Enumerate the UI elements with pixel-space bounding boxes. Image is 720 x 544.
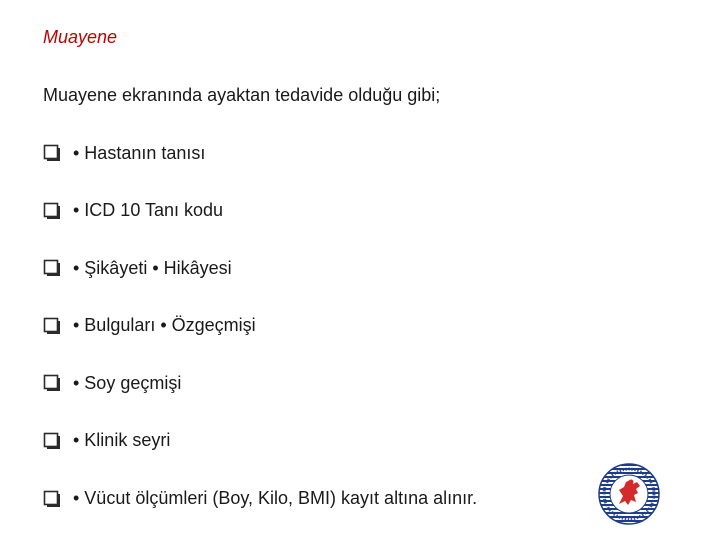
list-item bbox=[43, 141, 477, 165]
list-item bbox=[43, 199, 477, 223]
bullet-text: • Soy geçmişi bbox=[73, 372, 182, 393]
list-item bbox=[43, 256, 477, 280]
list-item bbox=[43, 429, 477, 453]
slide-title: Muayene bbox=[43, 27, 118, 47]
bullet-text: • Vücut ölçümleri (Boy, Kilo, BMI) kayıt altına alınır. bbox=[73, 488, 478, 509]
bullet-text: • Bulguları • Özgeçmişi bbox=[73, 315, 256, 336]
bullet-text: • Klinik seyri bbox=[73, 430, 171, 451]
checkbox-square-icon bbox=[43, 317, 61, 335]
checkbox-square-icon bbox=[43, 374, 61, 392]
checkbox-square-icon bbox=[43, 144, 61, 162]
checkbox-square-icon bbox=[43, 490, 61, 508]
checkbox-square-icon bbox=[43, 202, 61, 220]
intro-text: Muayene ekranında ayaktan tedavide olduğu gibi; bbox=[43, 85, 441, 105]
list-item bbox=[43, 314, 477, 338]
list-item bbox=[43, 371, 477, 395]
bullet-text: • ICD 10 Tanı kodu bbox=[73, 200, 224, 221]
list-item bbox=[43, 487, 477, 511]
university-seal-logo bbox=[597, 462, 661, 526]
bullet-text: • Hastanın tanısı bbox=[73, 142, 206, 163]
checkbox-square-icon bbox=[43, 259, 61, 277]
checkbox-square-icon bbox=[43, 432, 61, 450]
bullet-text: • Şikâyeti • Hikâyesi bbox=[73, 257, 232, 278]
bullet-list bbox=[43, 141, 477, 544]
